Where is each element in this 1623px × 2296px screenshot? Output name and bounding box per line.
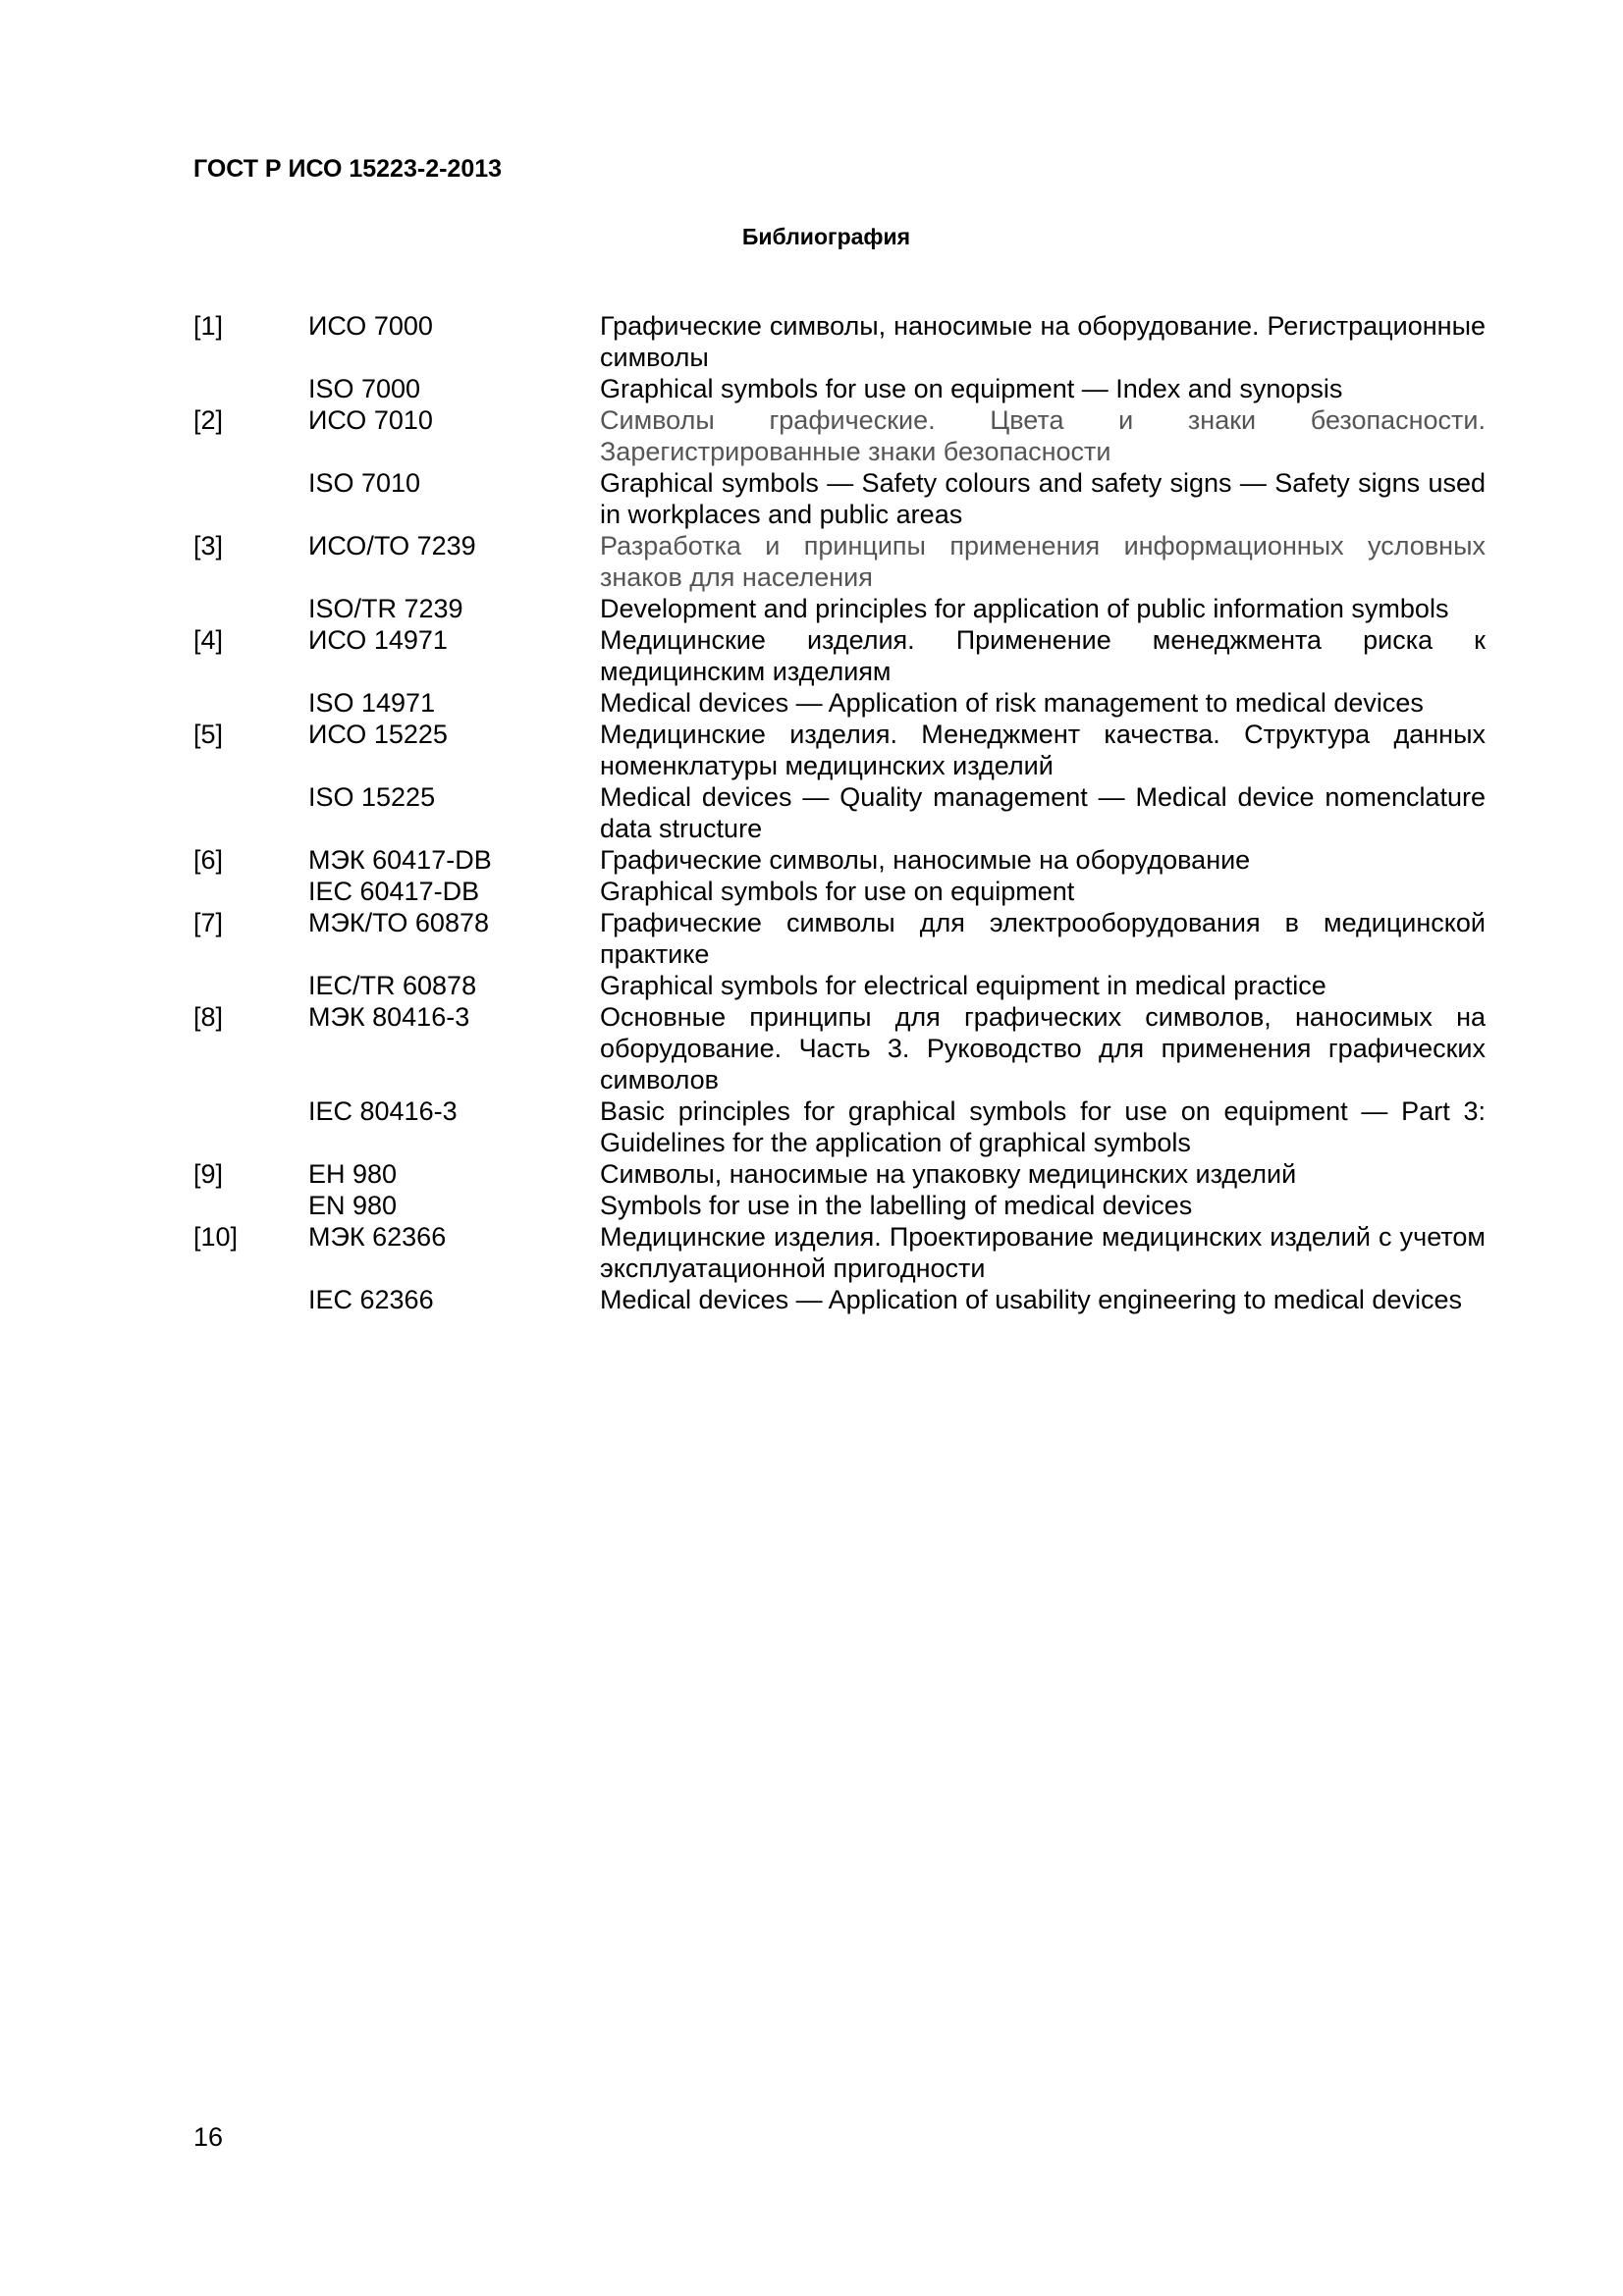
entry-number: [7] xyxy=(193,908,224,937)
bibliography-entry xyxy=(193,876,1489,907)
entry-title: Символы графические. Цвета и знаки безопасности. Зарегистрированные знаки безопасности xyxy=(600,405,1486,466)
entry-title: Medical devices — Application of risk management to medical devices xyxy=(600,688,1424,718)
entry-number xyxy=(193,373,308,404)
entry-title: Медицинские изделия. Применение менеджмента риска к медицинским изделиям xyxy=(600,625,1486,686)
entry-standard-code: МЭК 60417-DB xyxy=(308,845,492,875)
entry-standard-code: МЭК/ТО 60878 xyxy=(308,908,489,937)
bibliography-entry xyxy=(193,1001,1489,1095)
entry-title: Development and principles for application of public information symbols xyxy=(600,594,1449,623)
entry-standard-code: EH 980 xyxy=(308,1159,398,1189)
entry-title: Graphical symbols for electrical equipment in medical practice xyxy=(600,971,1326,1000)
bibliography-title: Библиография xyxy=(741,224,911,249)
entry-standard-code: МЭК 80416-3 xyxy=(308,1002,470,1032)
entry-standard-code: IEC 62366 xyxy=(308,1285,434,1314)
bibliography-entry xyxy=(193,530,1489,593)
entry-number: [8] xyxy=(193,1002,224,1032)
entry-standard-code: ИСО 7000 xyxy=(308,311,433,341)
bibliography-entry xyxy=(193,624,1489,687)
entry-number xyxy=(193,467,308,530)
entry-number: [10] xyxy=(193,1222,239,1252)
entry-title: Graphical symbols — Safety colours and safety signs — Safety signs used in workplaces and public areas xyxy=(600,468,1486,529)
entry-title: Medical devices — Application of usability engineering to medical devices xyxy=(600,1285,1462,1314)
entry-title: Medical devices — Quality management — Medical device nomenclature data structure xyxy=(600,782,1486,843)
entry-title: Графические символы, наносимые на оборудование xyxy=(600,845,1251,875)
entry-standard-code: IEC 60417-DB xyxy=(308,877,480,906)
bibliography-entry xyxy=(193,373,1489,404)
entry-title: Медицинские изделия. Проектирование медицинских изделий с учетом эксплуатационной пригодности xyxy=(600,1222,1486,1283)
entry-title: Основные принципы для графических символов, наносимых на оборудование. Часть 3. Руководство для применения графических символов xyxy=(600,1002,1486,1095)
entry-title: Разработка и принципы применения информационных условных знаков для населения xyxy=(600,531,1486,592)
bibliography-list xyxy=(193,310,1489,1315)
entry-number: [2] xyxy=(193,405,224,435)
entry-standard-code: IEC/TR 60878 xyxy=(308,971,477,1000)
entry-standard-code: ИСО/ТО 7239 xyxy=(308,531,476,561)
bibliography-entry xyxy=(193,1190,1489,1221)
entry-title: Symbols for use in the labelling of medical devices xyxy=(600,1191,1193,1220)
bibliography-entry xyxy=(193,687,1489,719)
document-header: ГОСТ Р ИСО 15223-2-2013 xyxy=(193,155,503,183)
entry-number xyxy=(193,970,308,1001)
entry-title: Graphical symbols for use on equipment — Index and synopsis xyxy=(600,374,1343,403)
entry-title: Basic principles for graphical symbols for use on equipment — Part 3: Guidelines for the application of graphical symbols xyxy=(600,1096,1486,1157)
entry-title: Символы, наносимые на упаковку медицинских изделий xyxy=(600,1159,1297,1189)
entry-title: Графические символы для электрооборудования в медицинской практике xyxy=(600,908,1486,969)
entry-title: Графические символы, наносимые на оборудование. Регистрационные символы xyxy=(600,311,1486,372)
entry-number: [1] xyxy=(193,311,224,341)
bibliography-entry xyxy=(193,970,1489,1001)
bibliography-entry xyxy=(193,467,1489,530)
entry-number xyxy=(193,687,308,719)
entry-title: Медицинские изделия. Менеджмент качества. Структура данных номенклатуры медицинских изделий xyxy=(600,720,1486,780)
entry-number: [6] xyxy=(193,845,224,875)
entry-title: Graphical symbols for use on equipment xyxy=(600,877,1075,906)
entry-standard-code: ISO 15225 xyxy=(308,782,436,812)
entry-number xyxy=(193,1095,308,1158)
bibliography-entry xyxy=(193,1158,1489,1190)
entry-standard-code: ИСО 7010 xyxy=(308,405,433,435)
bibliography-entry xyxy=(193,1221,1489,1284)
page-number: 16 xyxy=(193,2122,224,2152)
bibliography-entry xyxy=(193,719,1489,781)
entry-standard-code: EN 980 xyxy=(308,1191,398,1220)
bibliography-entry xyxy=(193,781,1489,844)
entry-standard-code: ISO/TR 7239 xyxy=(308,594,463,623)
bibliography-entry xyxy=(193,1284,1489,1315)
entry-standard-code: МЭК 62366 xyxy=(308,1222,447,1252)
entry-standard-code: IEC 80416-3 xyxy=(308,1096,458,1126)
bibliography-entry xyxy=(193,1095,1489,1158)
entry-number xyxy=(193,593,308,624)
entry-number xyxy=(193,1190,308,1221)
entry-standard-code: ИСО 14971 xyxy=(308,625,448,655)
entry-number xyxy=(193,1284,308,1315)
entry-standard-code: ISO 7000 xyxy=(308,374,421,403)
entry-standard-code: ИСО 15225 xyxy=(308,720,448,749)
entry-standard-code: ISO 14971 xyxy=(308,688,436,718)
bibliography-entry xyxy=(193,593,1489,624)
entry-number xyxy=(193,781,308,844)
bibliography-entry xyxy=(193,310,1489,373)
entry-standard-code: ISO 7010 xyxy=(308,468,421,498)
entry-number xyxy=(193,876,308,907)
bibliography-entry xyxy=(193,404,1489,467)
bibliography-entry xyxy=(193,844,1489,876)
entry-number: [5] xyxy=(193,720,224,749)
entry-number: [4] xyxy=(193,625,224,655)
bibliography-entry xyxy=(193,907,1489,970)
entry-number: [3] xyxy=(193,531,224,561)
entry-number: [9] xyxy=(193,1159,224,1189)
